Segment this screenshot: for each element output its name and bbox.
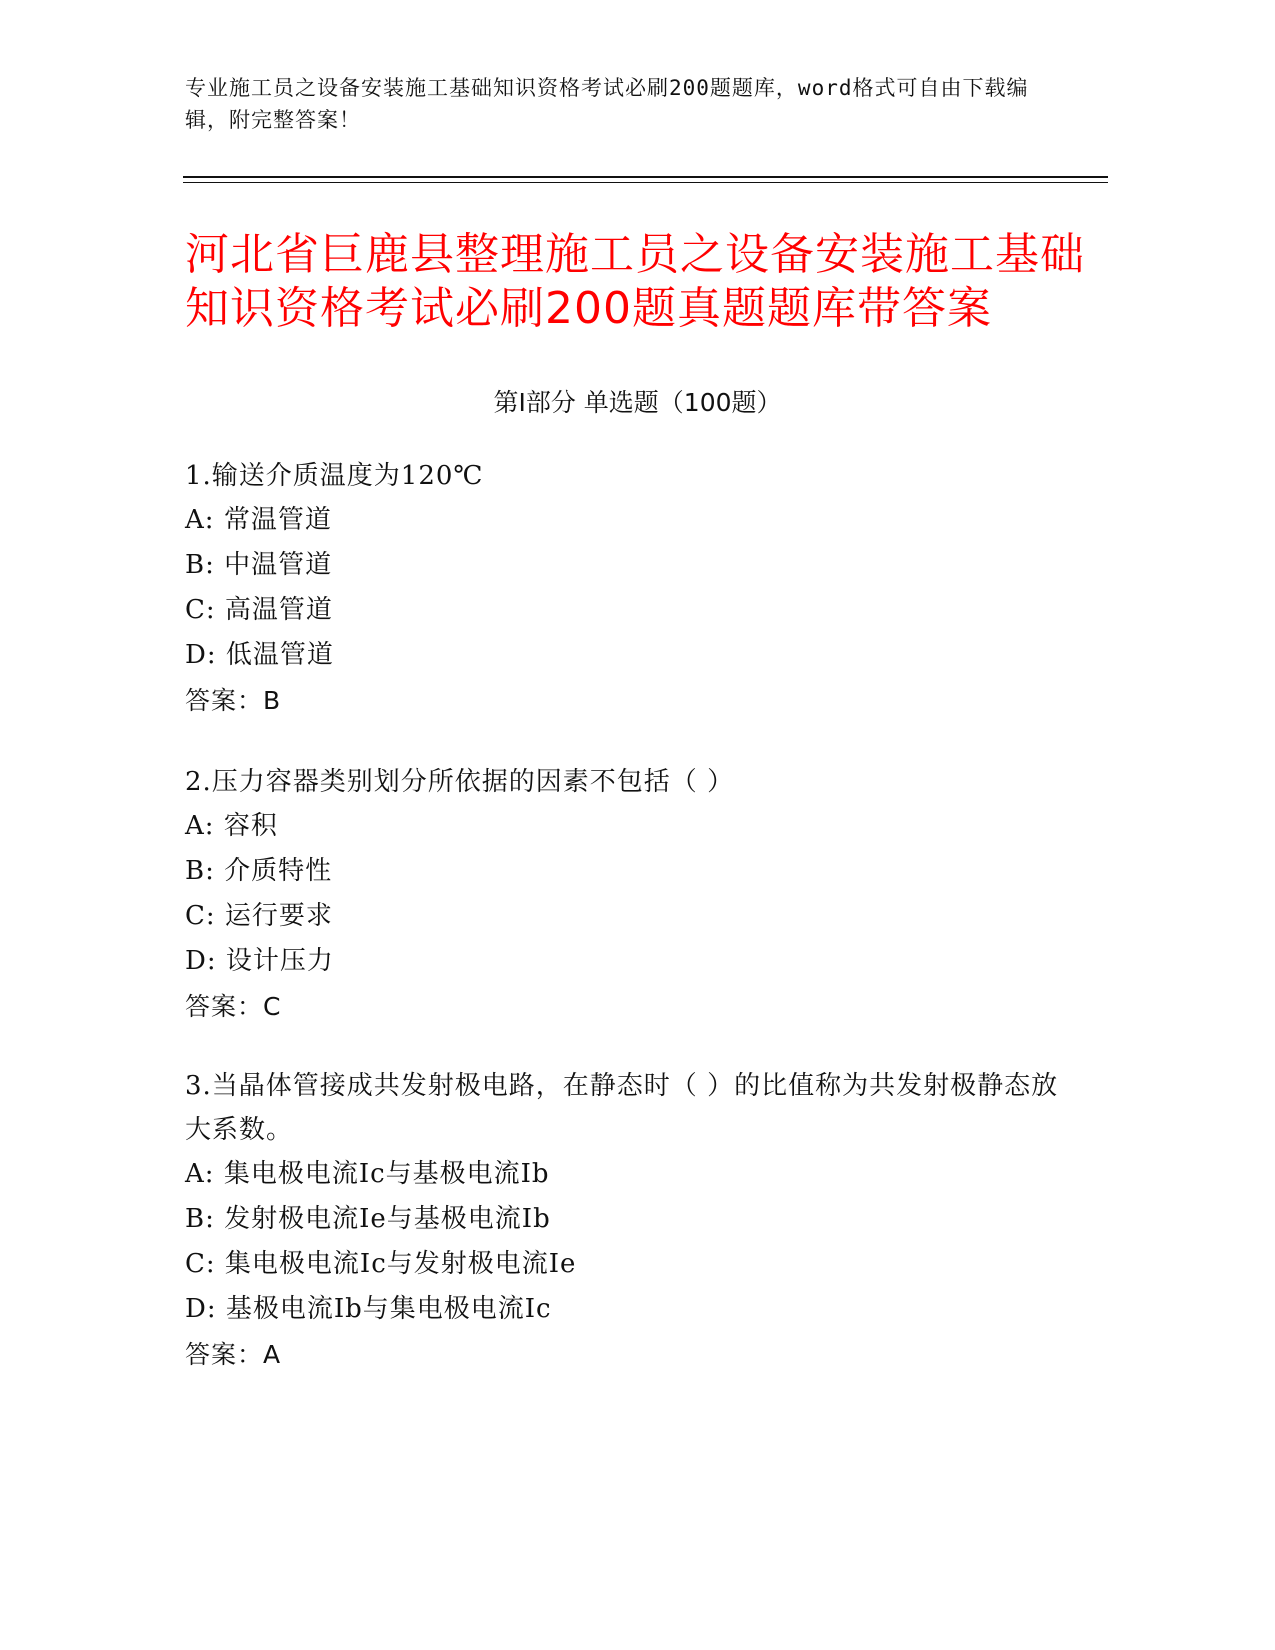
option-c [185,894,1085,939]
option-a [185,1152,1085,1197]
option-a [185,804,1085,849]
option-letter: B: [185,1204,215,1234]
option-letter: C: [185,595,216,625]
option-text: 低温管道 [225,640,334,670]
option-d [185,1287,1085,1332]
option-b [185,849,1085,894]
question-stem: 1.输送介质温度为120℃ [185,461,484,491]
option-text: 发射极电流Ie与基极电流Ib [224,1204,551,1234]
header-divider-thick [183,176,1108,178]
option-letter: C: [185,1249,216,1279]
option-letter: C: [185,901,216,931]
option-letter: D: [185,640,217,670]
question-stem: 2.压力容器类别划分所依据的因素不包括（ ） [185,767,735,797]
option-letter: B: [185,550,215,580]
option-letter: A: [185,811,215,841]
option-letter: D: [185,1294,217,1324]
option-text: 基极电流Ib与集电极电流Ic [225,1294,552,1324]
document-title: 河北省巨鹿县整理施工员之设备安装施工基础知识资格考试必刷200题真题题库带答案 [185,229,1085,334]
question-1 [185,454,1085,724]
option-b [185,1197,1085,1242]
option-text: 容积 [223,811,278,841]
option-c [185,1242,1085,1287]
option-a [185,498,1085,543]
option-letter: D: [185,946,217,976]
option-text: 高温管道 [224,595,333,625]
option-text: 集电极电流Ic与发射极电流Ie [224,1249,577,1279]
header-note: 专业施工员之设备安装施工基础知识资格考试必刷200题题库，word格式可自由下载编辑，附完整答案！ [185,76,1029,132]
option-d [185,633,1085,678]
option-text: 设计压力 [225,946,334,976]
option-text: 中温管道 [224,550,333,580]
option-letter: A: [185,1159,215,1189]
answer-line: 答案：C [185,992,282,1021]
section-heading: 第Ⅰ部分 单选题（100题） [493,388,782,417]
option-letter: A: [185,505,215,535]
option-text: 集电极电流Ic与基极电流Ib [223,1159,550,1189]
header-divider-thin [183,182,1108,183]
answer-line: 答案：B [185,686,282,715]
option-d [185,939,1085,984]
option-letter: B: [185,856,215,886]
question-3 [185,1064,1085,1378]
question-stem: 3.当晶体管接成共发射极电路，在静态时（ ）的比值称为共发射极静态放大系数。 [185,1071,1059,1145]
question-2 [185,760,1085,1030]
option-text: 常温管道 [223,505,332,535]
option-text: 运行要求 [224,901,333,931]
answer-line: 答案：A [185,1340,282,1369]
option-b [185,543,1085,588]
option-text: 介质特性 [224,856,333,886]
option-c [185,588,1085,633]
